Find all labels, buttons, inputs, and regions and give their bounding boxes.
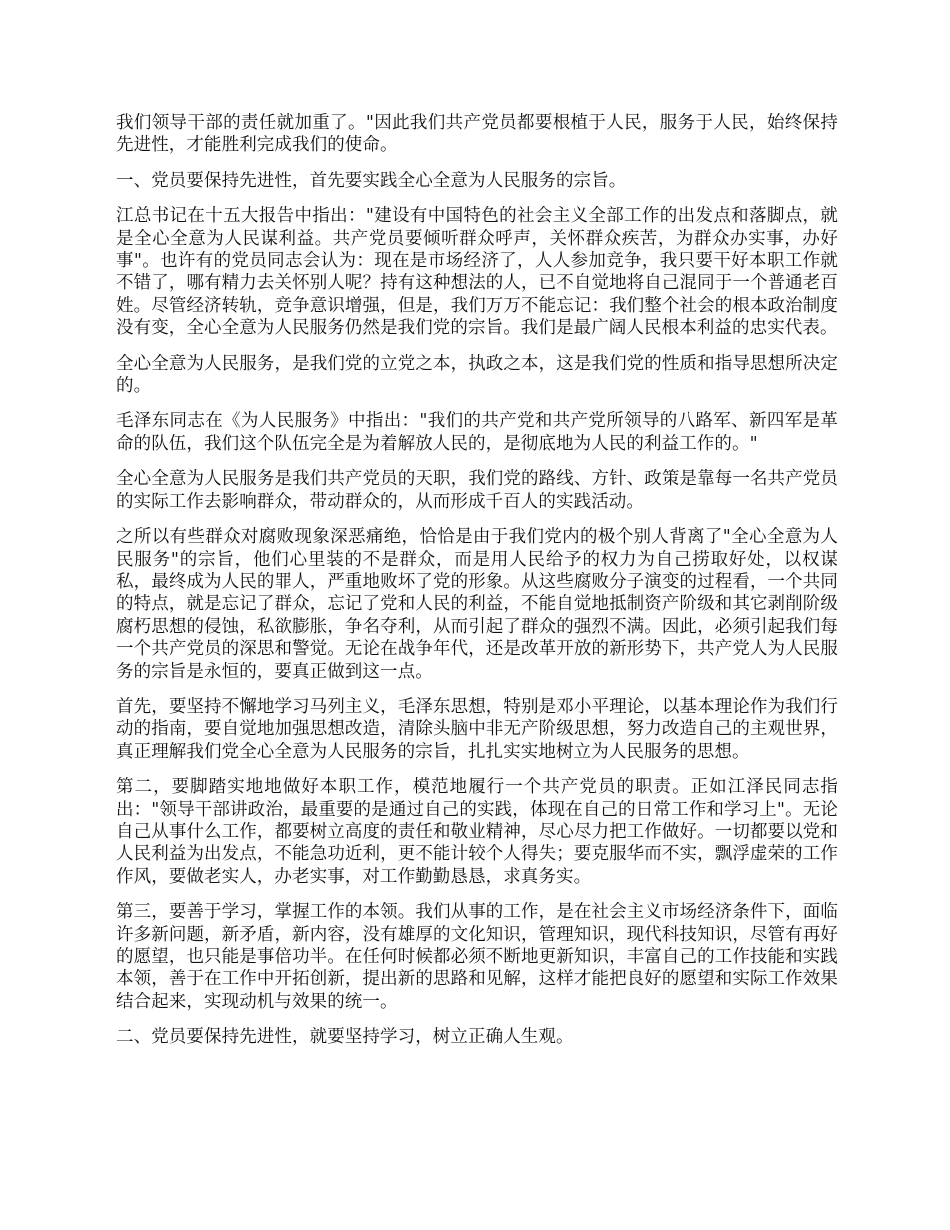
paragraph: 之所以有些群众对腐败现象深恶痛绝，恰恰是由于我们党内的极个别人背离了"全心全意为人民服务"的宗旨，他们心里装的不是群众，而是用人民给予的权力为自己捞取好处，以权谋私，最终成为人民的罪人，严重地败坏了党的形象。从这些腐败分子演变的过程看，一个共同的特点，就是忘记了群众，忘记了党和人民的利益，不能自觉地抵制资产阶级和其它剥削阶级腐朽思想的侵蚀，私欲膨胀，争名夺利，从而引起了群众的强烈不满。因此，必须引起我们每一个共产党员的深思和警觉。无论在战争年代，还是改革开放的新形势下，共产党人为人民服务的宗旨是永恒的，要真正做到这一点。 [116,527,838,682]
paragraph: 首先，要坚持不懈地学习马列主义，毛泽东思想，特别是邓小平理论，以基本理论作为我们行动的指南，要自觉地加强思想改造，清除头脑中非无产阶级思想，努力改造自己的主观世界，真正理解我们党全心全意为人民服务的宗旨，扎扎实实地树立为人民服务的思想。 [116,696,838,762]
paragraph: 全心全意为人民服务，是我们党的立党之本，执政之本，这是我们党的性质和指导思想所决定的。 [116,353,838,397]
paragraph: 第二，要脚踏实地地做好本职工作，模范地履行一个共产党员的职责。正如江泽民同志指出："领导干部讲政治，最重要的是通过自己的实践，体现在自己的日常工作和学习上"。无论自己从事什么工作，都要树立高度的责任和敬业精神，尽心尽力把工作做好。一切都要以党和人民利益为出发点，不能急功近利，更不能计较个人得失；要克服华而不实，飘浮虚荣的工作作风，要做老实人，办老实事，对工作勤勤恳恳，求真务实。 [116,777,838,887]
paragraph-intro: 我们领导干部的责任就加重了。"因此我们共产党员都要根植于人民，服务于人民，始终保持先进性，才能胜利完成我们的使命。 [116,113,838,156]
section-heading-two: 二、党员要保持先进性，就要坚持学习，树立正确人生观。 [116,1027,574,1048]
section-heading-one: 一、党员要保持先进性，首先要实践全心全意为人民服务的宗旨。 [116,170,627,191]
paragraph: 全心全意为人民服务是我们共产党员的天职，我们党的路线、方针、政策是靠每一名共产党员的实际工作去影响群众，带动群众的，从而形成千百人的实践活动。 [116,469,838,512]
document-body [116,112,838,1062]
paragraph: 第三，要善于学习，掌握工作的本领。我们从事的工作，是在社会主义市场经济条件下，面临许多新问题，新矛盾，新内容，没有雄厚的文化知识，管理知识，现代科技知识，尽管有再好的愿望，也只能是事倍功半。在任何时候都必须不断地更新知识，丰富自己的工作技能和实践本领，善于在工作中开拓创新，提出新的思路和见解，这样才能把良好的愿望和实际工作效果结合起来，实现动机与效果的统一。 [116,902,838,1012]
paragraph: 毛泽东同志在《为人民服务》中指出："我们的共产党和共产党所领导的八路军、新四军是革命的队伍，我们这个队伍完全是为着解放人民的，是彻底地为人民的利益工作的。" [116,411,838,454]
paragraph: 江总书记在十五大报告中指出："建设有中国特色的社会主义全部工作的出发点和落脚点，就是全心全意为人民谋利益。共产党员要倾听群众呼声，关怀群众疾苦，为群众办实事，办好事"。也许有的党员同志会认为：现在是市场经济了，人人参加竞争，我只要干好本职工作就不错了，哪有精力去关怀别人呢？持有这种想法的人，已不自觉地将自己混同于一个普通老百姓。尽管经济转轨，竞争意识增强，但是，我们万万不能忘记：我们整个社会的根本政治制度没有变，全心全意为人民服务仍然是我们党的宗旨。我们是最广阔人民根本利益的忠实代表。 [116,206,838,339]
